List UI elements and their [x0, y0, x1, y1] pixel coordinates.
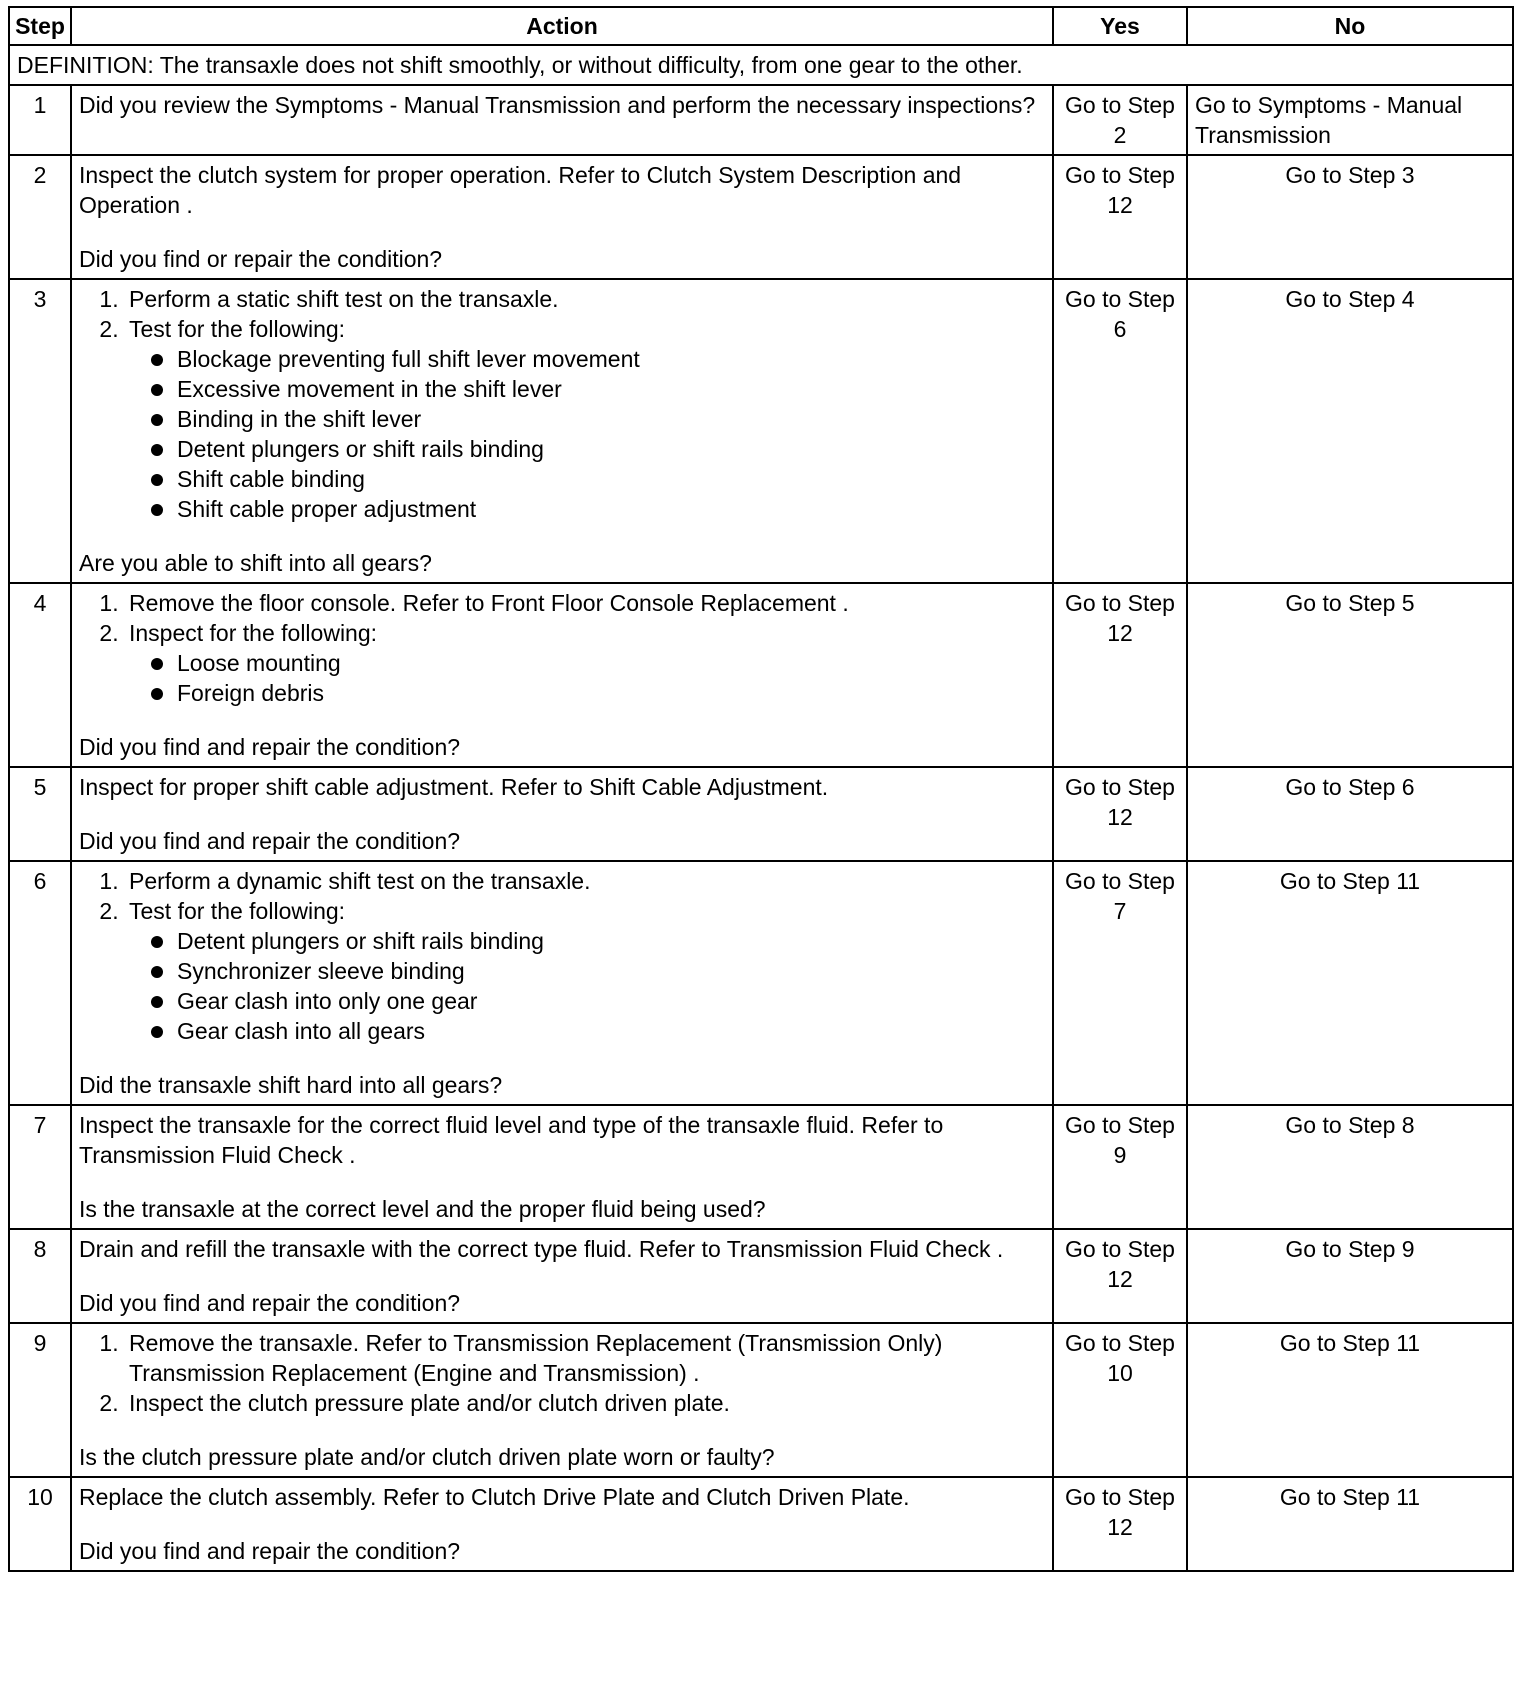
bullet-item: Foreign debris	[165, 678, 1045, 708]
yes-cell: Go to Step 10	[1053, 1323, 1187, 1477]
bullet-item: Excessive movement in the shift lever	[165, 374, 1045, 404]
action-question: Did the transaxle shift hard into all gears?	[79, 1072, 503, 1098]
procedure-item: 1. Perform a dynamic shift test on the transaxle.	[125, 866, 1045, 896]
yes-cell: Go to Step 12	[1053, 1229, 1187, 1323]
table-row	[9, 1323, 1513, 1477]
table-row	[9, 767, 1513, 861]
yes-cell: Go to Step 12	[1053, 155, 1187, 279]
action-question: Did you find and repair the condition?	[79, 734, 461, 760]
procedure-item: 1. Remove the transaxle. Refer to Transmission Replacement (Transmission Only) Transmission Replacement (Engine and Transmission) .	[125, 1328, 1045, 1388]
bullet-item: Detent plungers or shift rails binding	[165, 434, 1045, 464]
action-question: Is the clutch pressure plate and/or clutch driven plate worn or faulty?	[79, 1444, 775, 1470]
step-number: 10	[9, 1477, 71, 1571]
step-action	[71, 861, 1053, 1105]
step-action	[71, 155, 1053, 279]
table-row	[9, 1477, 1513, 1571]
action-text: Replace the clutch assembly. Refer to Clutch Drive Plate and Clutch Driven Plate.	[79, 1484, 910, 1510]
step-action	[71, 1323, 1053, 1477]
header-step: Step	[9, 7, 71, 45]
procedure-item: 1. Remove the floor console. Refer to Front Floor Console Replacement .	[125, 588, 1045, 618]
action-question: Did you find or repair the condition?	[79, 246, 443, 272]
procedure-list	[79, 866, 1045, 1046]
bullet-item: Gear clash into all gears	[165, 1016, 1045, 1046]
no-cell: Go to Symptoms - Manual Transmission	[1187, 85, 1513, 155]
no-cell: Go to Step 11	[1187, 861, 1513, 1105]
table-row	[9, 1105, 1513, 1229]
step-number: 2	[9, 155, 71, 279]
yes-cell: Go to Step 9	[1053, 1105, 1187, 1229]
action-question: Did you find and repair the condition?	[79, 828, 461, 854]
bullet-list	[129, 344, 1045, 524]
no-cell: Go to Step 9	[1187, 1229, 1513, 1323]
header-action: Action	[71, 7, 1053, 45]
action-text: Inspect the transaxle for the correct fluid level and type of the transaxle fluid. Refer to Transmission Fluid Check .	[79, 1112, 944, 1168]
procedure-item: 1. Perform a static shift test on the transaxle.	[125, 284, 1045, 314]
bullet-item: Shift cable proper adjustment	[165, 494, 1045, 524]
definition-row	[9, 45, 1513, 85]
bullet-item: Shift cable binding	[165, 464, 1045, 494]
bullet-item: Binding in the shift lever	[165, 404, 1045, 434]
step-action	[71, 1105, 1053, 1229]
procedure-list	[79, 284, 1045, 524]
yes-cell: Go to Step 12	[1053, 1477, 1187, 1571]
step-number: 4	[9, 583, 71, 767]
bullet-item: Gear clash into only one gear	[165, 986, 1045, 1016]
step-action	[71, 583, 1053, 767]
step-number: 6	[9, 861, 71, 1105]
no-cell: Go to Step 8	[1187, 1105, 1513, 1229]
definition-text: DEFINITION: The transaxle does not shift smoothly, or without difficulty, from one gear to the other.	[9, 45, 1513, 85]
yes-cell: Go to Step 12	[1053, 767, 1187, 861]
procedure-list	[79, 588, 1045, 708]
procedure-item: 2. Test for the following: Detent plungers or shift rails binding Synchronizer sleeve binding Gear clash into only one gear Gear clash into all gears	[125, 896, 1045, 1046]
bullet-list	[129, 648, 1045, 708]
no-cell: Go to Step 3	[1187, 155, 1513, 279]
bullet-item: Synchronizer sleeve binding	[165, 956, 1045, 986]
step-number: 3	[9, 279, 71, 583]
procedure-list	[79, 1328, 1045, 1418]
step-action	[71, 85, 1053, 155]
action-text: Inspect the clutch system for proper operation. Refer to Clutch System Description and Operation .	[79, 162, 962, 218]
action-text: Inspect for proper shift cable adjustment. Refer to Shift Cable Adjustment.	[79, 774, 829, 800]
procedure-item: 2. Inspect the clutch pressure plate and/or clutch driven plate.	[125, 1388, 1045, 1418]
table-row	[9, 861, 1513, 1105]
no-cell: Go to Step 4	[1187, 279, 1513, 583]
yes-cell: Go to Step 6	[1053, 279, 1187, 583]
no-cell: Go to Step 11	[1187, 1323, 1513, 1477]
header-yes: Yes	[1053, 7, 1187, 45]
step-action	[71, 279, 1053, 583]
bullet-item: Detent plungers or shift rails binding	[165, 926, 1045, 956]
procedure-item: 2. Test for the following: Blockage preventing full shift lever movement Excessive movement in the shift lever Binding in the shift lever Detent plungers or shift rails binding Shift cable binding Shift cable proper adjustment	[125, 314, 1045, 524]
table-row	[9, 1229, 1513, 1323]
step-number: 9	[9, 1323, 71, 1477]
step-number: 7	[9, 1105, 71, 1229]
diagnostic-table	[8, 6, 1514, 1572]
table-row	[9, 583, 1513, 767]
table-row	[9, 155, 1513, 279]
step-action	[71, 1477, 1053, 1571]
action-question: Did you find and repair the condition?	[79, 1538, 461, 1564]
yes-cell: Go to Step 2	[1053, 85, 1187, 155]
no-cell: Go to Step 6	[1187, 767, 1513, 861]
yes-cell: Go to Step 12	[1053, 583, 1187, 767]
action-text: Did you review the Symptoms - Manual Transmission and perform the necessary inspections?	[79, 92, 1036, 118]
header-no: No	[1187, 7, 1513, 45]
step-action	[71, 767, 1053, 861]
header-row	[9, 7, 1513, 45]
action-question: Is the transaxle at the correct level and the proper fluid being used?	[79, 1196, 766, 1222]
table-row	[9, 279, 1513, 583]
step-number: 8	[9, 1229, 71, 1323]
action-question: Did you find and repair the condition?	[79, 1290, 461, 1316]
step-number: 1	[9, 85, 71, 155]
table-row	[9, 85, 1513, 155]
action-question: Are you able to shift into all gears?	[79, 550, 432, 576]
yes-cell: Go to Step 7	[1053, 861, 1187, 1105]
bullet-list	[129, 926, 1045, 1046]
step-number: 5	[9, 767, 71, 861]
procedure-item: 2. Inspect for the following: Loose mounting Foreign debris	[125, 618, 1045, 708]
action-text: Drain and refill the transaxle with the correct type fluid. Refer to Transmission Fluid Check .	[79, 1236, 1004, 1262]
bullet-item: Blockage preventing full shift lever movement	[165, 344, 1045, 374]
no-cell: Go to Step 11	[1187, 1477, 1513, 1571]
step-action	[71, 1229, 1053, 1323]
bullet-item: Loose mounting	[165, 648, 1045, 678]
no-cell: Go to Step 5	[1187, 583, 1513, 767]
